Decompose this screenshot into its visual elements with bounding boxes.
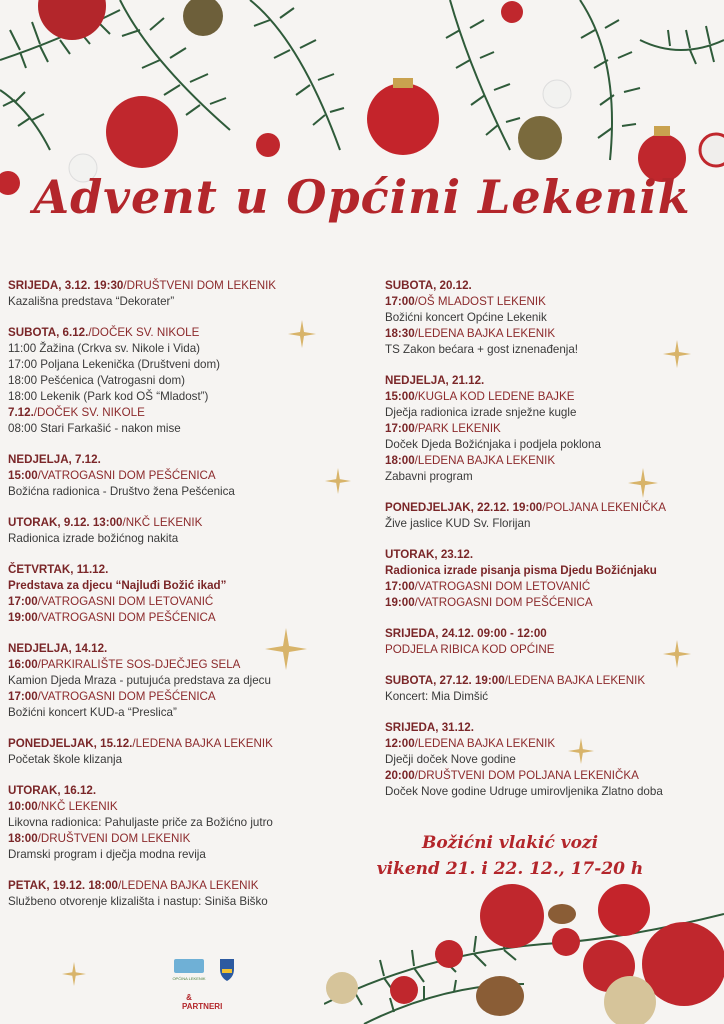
event-description: 18:00 Pešćenica (Vatrogasni dom) [8, 374, 186, 387]
event-line [385, 421, 715, 437]
event-line [8, 357, 363, 373]
event-line [8, 799, 363, 815]
event-line [385, 294, 715, 310]
christmas-train-notice [350, 830, 670, 882]
event-block [385, 547, 715, 611]
event-date-time: SUBOTA, 6.12. [8, 326, 89, 339]
event-block [385, 626, 715, 658]
schedule-left-column [8, 278, 363, 925]
event-line [385, 689, 715, 705]
event-block [385, 373, 715, 485]
event-date-time: ČETVRTAK, 11.12. [8, 563, 109, 576]
event-date-time: PONEDJELJAK, 22.12. 19:00 [385, 501, 543, 514]
event-line [385, 326, 715, 342]
event-date-time: NEDJELJA, 14.12. [8, 642, 108, 655]
event-line [8, 752, 363, 768]
event-line [385, 373, 715, 389]
event-line [8, 815, 363, 831]
event-line [8, 705, 363, 721]
event-line [385, 720, 715, 736]
event-date-time: SRIJEDA, 31.12. [385, 721, 474, 734]
event-date-time: 18:00 [8, 832, 38, 845]
event-date-time: PETAK, 19.12. 18:00 [8, 879, 118, 892]
event-block [8, 562, 363, 626]
event-description: Dramski program i dječja modna revija [8, 848, 206, 861]
event-line [8, 341, 363, 357]
event-location: /PARKIRALIŠTE SOS-DJEČJEG SELA [37, 658, 241, 671]
event-description: Doček Nove godine Udruge umirovljenika Zlatno doba [385, 785, 663, 798]
event-location: /VATROGASNI DOM PEŠĆENICA [37, 611, 216, 624]
event-date-time: 18:30 [385, 327, 415, 340]
event-line [8, 641, 363, 657]
event-description: TS Zakon bećara + gost iznenađenja! [385, 343, 579, 356]
event-line [385, 768, 715, 784]
event-line [8, 515, 363, 531]
event-line [8, 452, 363, 468]
event-description: Radionica izrade božićnog nakita [8, 532, 179, 545]
event-description: Likovna radionica: Pahuljaste priče za Božićno jutro [8, 816, 273, 829]
event-location: /DRUŠTVENI DOM LEKENIK [37, 832, 191, 845]
event-location: /LEDENA BAJKA LEKENIK [414, 454, 556, 467]
event-line [8, 783, 363, 799]
event-location: /VATROGASNI DOM PEŠĆENICA [37, 469, 216, 482]
event-line [385, 752, 715, 768]
event-description: Dječji doček Nove godine [385, 753, 516, 766]
event-date-time: 17:00 [8, 690, 38, 703]
event-description: Božićni koncert Općine Lekenik [385, 311, 547, 324]
event-line [385, 563, 715, 579]
event-date-time: UTORAK, 23.12. [385, 548, 474, 561]
event-location: /VATROGASNI DOM PEŠĆENICA [37, 690, 216, 703]
event-line [385, 389, 715, 405]
event-date-time: SRIJEDA, 24.12. 09:00 - 12:00 [385, 627, 547, 640]
event-date-time: NEDJELJA, 7.12. [8, 453, 101, 466]
partners-text: PARTNERI [182, 1002, 223, 1011]
logo-text: OPĆINA LEKENIK [172, 976, 206, 981]
event-location: /DOČEK SV. NIKOLE [33, 406, 145, 419]
schedule-right-column [385, 278, 715, 815]
event-date-time: 19:00 [8, 611, 38, 624]
event-line [8, 847, 363, 863]
event-line [385, 278, 715, 294]
event-date-time: UTORAK, 16.12. [8, 784, 97, 797]
event-description: Službeno otvorenje klizališta i nastup: Siniša Biško [8, 895, 268, 908]
event-line [385, 579, 715, 595]
event-line [385, 673, 715, 689]
event-line [8, 294, 363, 310]
event-description: Početak škole klizanja [8, 753, 123, 766]
event-date-time: Radionica izrade pisanja pisma Djedu Božićnjaku [385, 564, 657, 577]
event-location: /LEDENA BAJKA LEKENIK [117, 879, 259, 892]
event-location: /LEDENA BAJKA LEKENIK [414, 737, 556, 750]
page-title: Advent u Općini Lekenik [33, 170, 691, 224]
event-line [385, 736, 715, 752]
event-description: 17:00 Poljana Lekenička (Društveni dom) [8, 358, 221, 371]
event-line [8, 657, 363, 673]
event-line [385, 500, 715, 516]
event-location: /PARK LEKENIK [414, 422, 501, 435]
event-line [385, 595, 715, 611]
event-block [8, 878, 363, 910]
event-block [8, 278, 363, 310]
ornament-balls-icon [0, 0, 724, 195]
event-description: 18:00 Lekenik (Park kod OŠ “Mladost”) [8, 390, 209, 403]
sparkle-star-icon [62, 962, 86, 986]
event-description: Kamion Djeda Mraza - putujuća predstava za djecu [8, 674, 271, 687]
event-date-time: 7.12. [8, 406, 34, 419]
event-description: Koncert: Mia Dimšić [385, 690, 489, 703]
event-block [385, 673, 715, 705]
event-line [8, 878, 363, 894]
event-location: /DOČEK SV. NIKOLE [88, 326, 200, 339]
event-line [8, 484, 363, 500]
event-location: /KUGLA KOD LEDENE BAJKE [414, 390, 575, 403]
event-line [385, 642, 715, 658]
event-description: Božićni koncert KUD-a “Preslica” [8, 706, 177, 719]
event-description: Dječja radionica izrade snježne kugle [385, 406, 577, 419]
event-location: /LEDENA BAJKA LEKENIK [504, 674, 646, 687]
event-location: /DRUŠTVENI DOM LEKENIK [123, 279, 277, 292]
event-line [385, 405, 715, 421]
event-date-time: 19:00 [385, 596, 415, 609]
event-description: 08:00 Stari Farkašić - nakon mise [8, 422, 181, 435]
event-description: Zabavni program [385, 470, 473, 483]
event-description: Božićna radionica - Društvo žena Pešćenica [8, 485, 235, 498]
event-line [8, 531, 363, 547]
event-block [385, 500, 715, 532]
event-date-time: 20:00 [385, 769, 415, 782]
event-date-time: 18:00 [385, 454, 415, 467]
event-line [8, 278, 363, 294]
event-date-time: 10:00 [8, 800, 38, 813]
event-line [385, 437, 715, 453]
event-date-time: 17:00 [385, 580, 415, 593]
event-date-time: Predstava za djecu “Najluđi Božić ikad” [8, 579, 227, 592]
event-line [8, 468, 363, 484]
event-date-time: 16:00 [8, 658, 38, 671]
event-location: /NKČ LEKENIK [122, 516, 203, 529]
event-line [8, 594, 363, 610]
event-line [385, 784, 715, 800]
event-line [8, 610, 363, 626]
event-line [8, 831, 363, 847]
partners-ampersand: & [186, 993, 192, 1002]
event-description: Kazališna predstava “Dekorater” [8, 295, 175, 308]
event-line [8, 325, 363, 341]
event-block [8, 641, 363, 721]
event-location: /OŠ MLADOST LEKENIK [414, 295, 546, 308]
event-date-time: PONEDJELJAK, 15.12. [8, 737, 133, 750]
bottom-decoration [324, 884, 724, 1024]
event-line [8, 373, 363, 389]
event-line [8, 578, 363, 594]
event-location: /POLJANA LEKENIČKA [542, 501, 666, 514]
event-description: 11:00 Žažina (Crkva sv. Nikole i Vida) [8, 342, 201, 355]
event-block [8, 515, 363, 547]
event-date-time: UTORAK, 9.12. 13:00 [8, 516, 123, 529]
event-date-time: SUBOTA, 20.12. [385, 279, 472, 292]
event-block [385, 278, 715, 358]
event-line [8, 673, 363, 689]
event-line [385, 469, 715, 485]
event-block [8, 783, 363, 863]
event-date-time: SRIJEDA, 3.12. 19:30 [8, 279, 124, 292]
event-date-time: 17:00 [385, 295, 415, 308]
event-line [385, 516, 715, 532]
train-notice-line1: Božićni vlakić vozi [421, 833, 599, 853]
event-line [8, 405, 363, 421]
event-line [385, 342, 715, 358]
event-date-time: 17:00 [8, 595, 38, 608]
event-date-time: 12:00 [385, 737, 415, 750]
event-block [385, 720, 715, 800]
event-location: /LEDENA BAJKA LEKENIK [132, 737, 273, 750]
event-date-time: 15:00 [8, 469, 38, 482]
ornament-balls-icon [326, 884, 724, 1024]
event-line [8, 389, 363, 405]
event-location: /VATROGASNI DOM LETOVANIĆ [37, 595, 214, 608]
event-description: Doček Djeda Božićnjaka i podjela poklona [385, 438, 601, 451]
event-date-time: SUBOTA, 27.12. 19:00 [385, 674, 505, 687]
partner-logos [172, 955, 242, 985]
coat-of-arms-icon [220, 959, 234, 981]
event-block [8, 452, 363, 500]
event-block [8, 325, 363, 437]
event-location: /NKČ LEKENIK [37, 800, 118, 813]
event-location: /VATROGASNI DOM LETOVANIĆ [414, 580, 591, 593]
event-line [385, 453, 715, 469]
partners-label [182, 993, 223, 1011]
event-date-time: NEDJELJA, 21.12. [385, 374, 485, 387]
event-location: /LEDENA BAJKA LEKENIK [414, 327, 556, 340]
municipality-logo-icon [172, 959, 205, 981]
event-location: /VATROGASNI DOM PEŠĆENICA [414, 596, 593, 609]
event-date-time: 17:00 [385, 422, 415, 435]
event-location: /DRUŠTVENI DOM POLJANA LEKENIČKA [414, 769, 639, 782]
event-line [8, 689, 363, 705]
event-line [8, 736, 363, 752]
event-line [8, 562, 363, 578]
event-location: PODJELA RIBICA KOD OPĆINE [385, 643, 555, 656]
event-line [385, 626, 715, 642]
event-line [385, 547, 715, 563]
event-date-time: 15:00 [385, 390, 415, 403]
event-description: Žive jaslice KUD Sv. Florijan [385, 517, 531, 530]
event-line [8, 421, 363, 437]
event-block [8, 736, 363, 768]
event-line [385, 310, 715, 326]
event-line [8, 894, 363, 910]
train-notice-line2: vikend 21. i 22. 12., 17-20 h [376, 859, 644, 879]
